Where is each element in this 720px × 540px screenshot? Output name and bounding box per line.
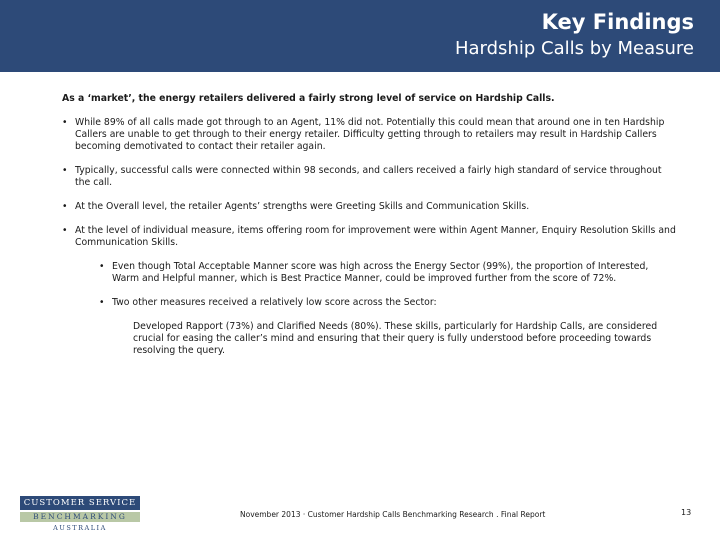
sub-bullet-text: Two other measures received a relatively low score across the Sector: <box>112 297 437 308</box>
bullet-item <box>62 201 678 213</box>
slide-content <box>62 93 678 357</box>
sub-bullet-item <box>99 297 678 309</box>
bullet-symbol: • <box>62 201 68 212</box>
bullet-text: At the Overall level, the retailer Agents’ strengths were Greeting Skills and Communication Skills. <box>75 201 530 212</box>
header-banner <box>0 0 720 72</box>
bullet-symbol: • <box>62 165 68 176</box>
bullet-symbol: • <box>62 117 68 128</box>
slide-subtitle: Hardship Calls by Measure <box>454 38 694 59</box>
company-logo <box>20 496 140 532</box>
bullet-text: While 89% of all calls made got through to an Agent, 11% did not. Potentially this could mean that around one in ten Hardship Callers are unable to get through to their energy retailer. Difficulty getting through to retailers may result in Hardship Callers becoming demotivated to contact their retailer again. <box>75 117 665 152</box>
bullet-symbol: • <box>62 225 68 236</box>
bullet-symbol: • <box>99 297 105 308</box>
slide-title: Key Findings <box>541 10 694 34</box>
bullet-symbol: • <box>99 261 105 272</box>
bullet-item <box>62 165 678 189</box>
logo-line-3: AUSTRALIA <box>53 524 107 532</box>
bullet-item <box>62 117 678 153</box>
footer-text: November 2013 · Customer Hardship Calls Benchmarking Research . Final Report <box>240 510 546 519</box>
bullet-text: Typically, successful calls were connected within 98 seconds, and callers received a fairly high standard of service throughout the call. <box>75 165 662 188</box>
intro-text: As a ‘market’, the energy retailers delivered a fairly strong level of service on Hardship Calls. <box>62 93 555 104</box>
logo-line-2: BENCHMARKING <box>20 512 140 522</box>
sub-bullet-text: Even though Total Acceptable Manner score was high across the Energy Sector (99%), the proportion of Interested, Warm and Helpful manner, which is Best Practice Manner, could be improved further from the score of 72%. <box>112 261 649 284</box>
sub-bullet-item <box>99 261 678 285</box>
bullet-text: At the level of individual measure, items offering room for improvement were within Agent Manner, Enquiry Resolution Skills and Communication Skills. <box>75 225 676 248</box>
page-number: 13 <box>681 508 692 517</box>
indented-paragraph: Developed Rapport (73%) and Clarified Needs (80%). These skills, particularly for Hardship Calls, are considered crucial for easing the caller’s mind and ensuring that their query is fully understood before proceeding towards resolving the query. <box>133 321 658 356</box>
bullet-item <box>62 225 678 249</box>
logo-line-1: CUSTOMER SERVICE <box>20 496 140 510</box>
